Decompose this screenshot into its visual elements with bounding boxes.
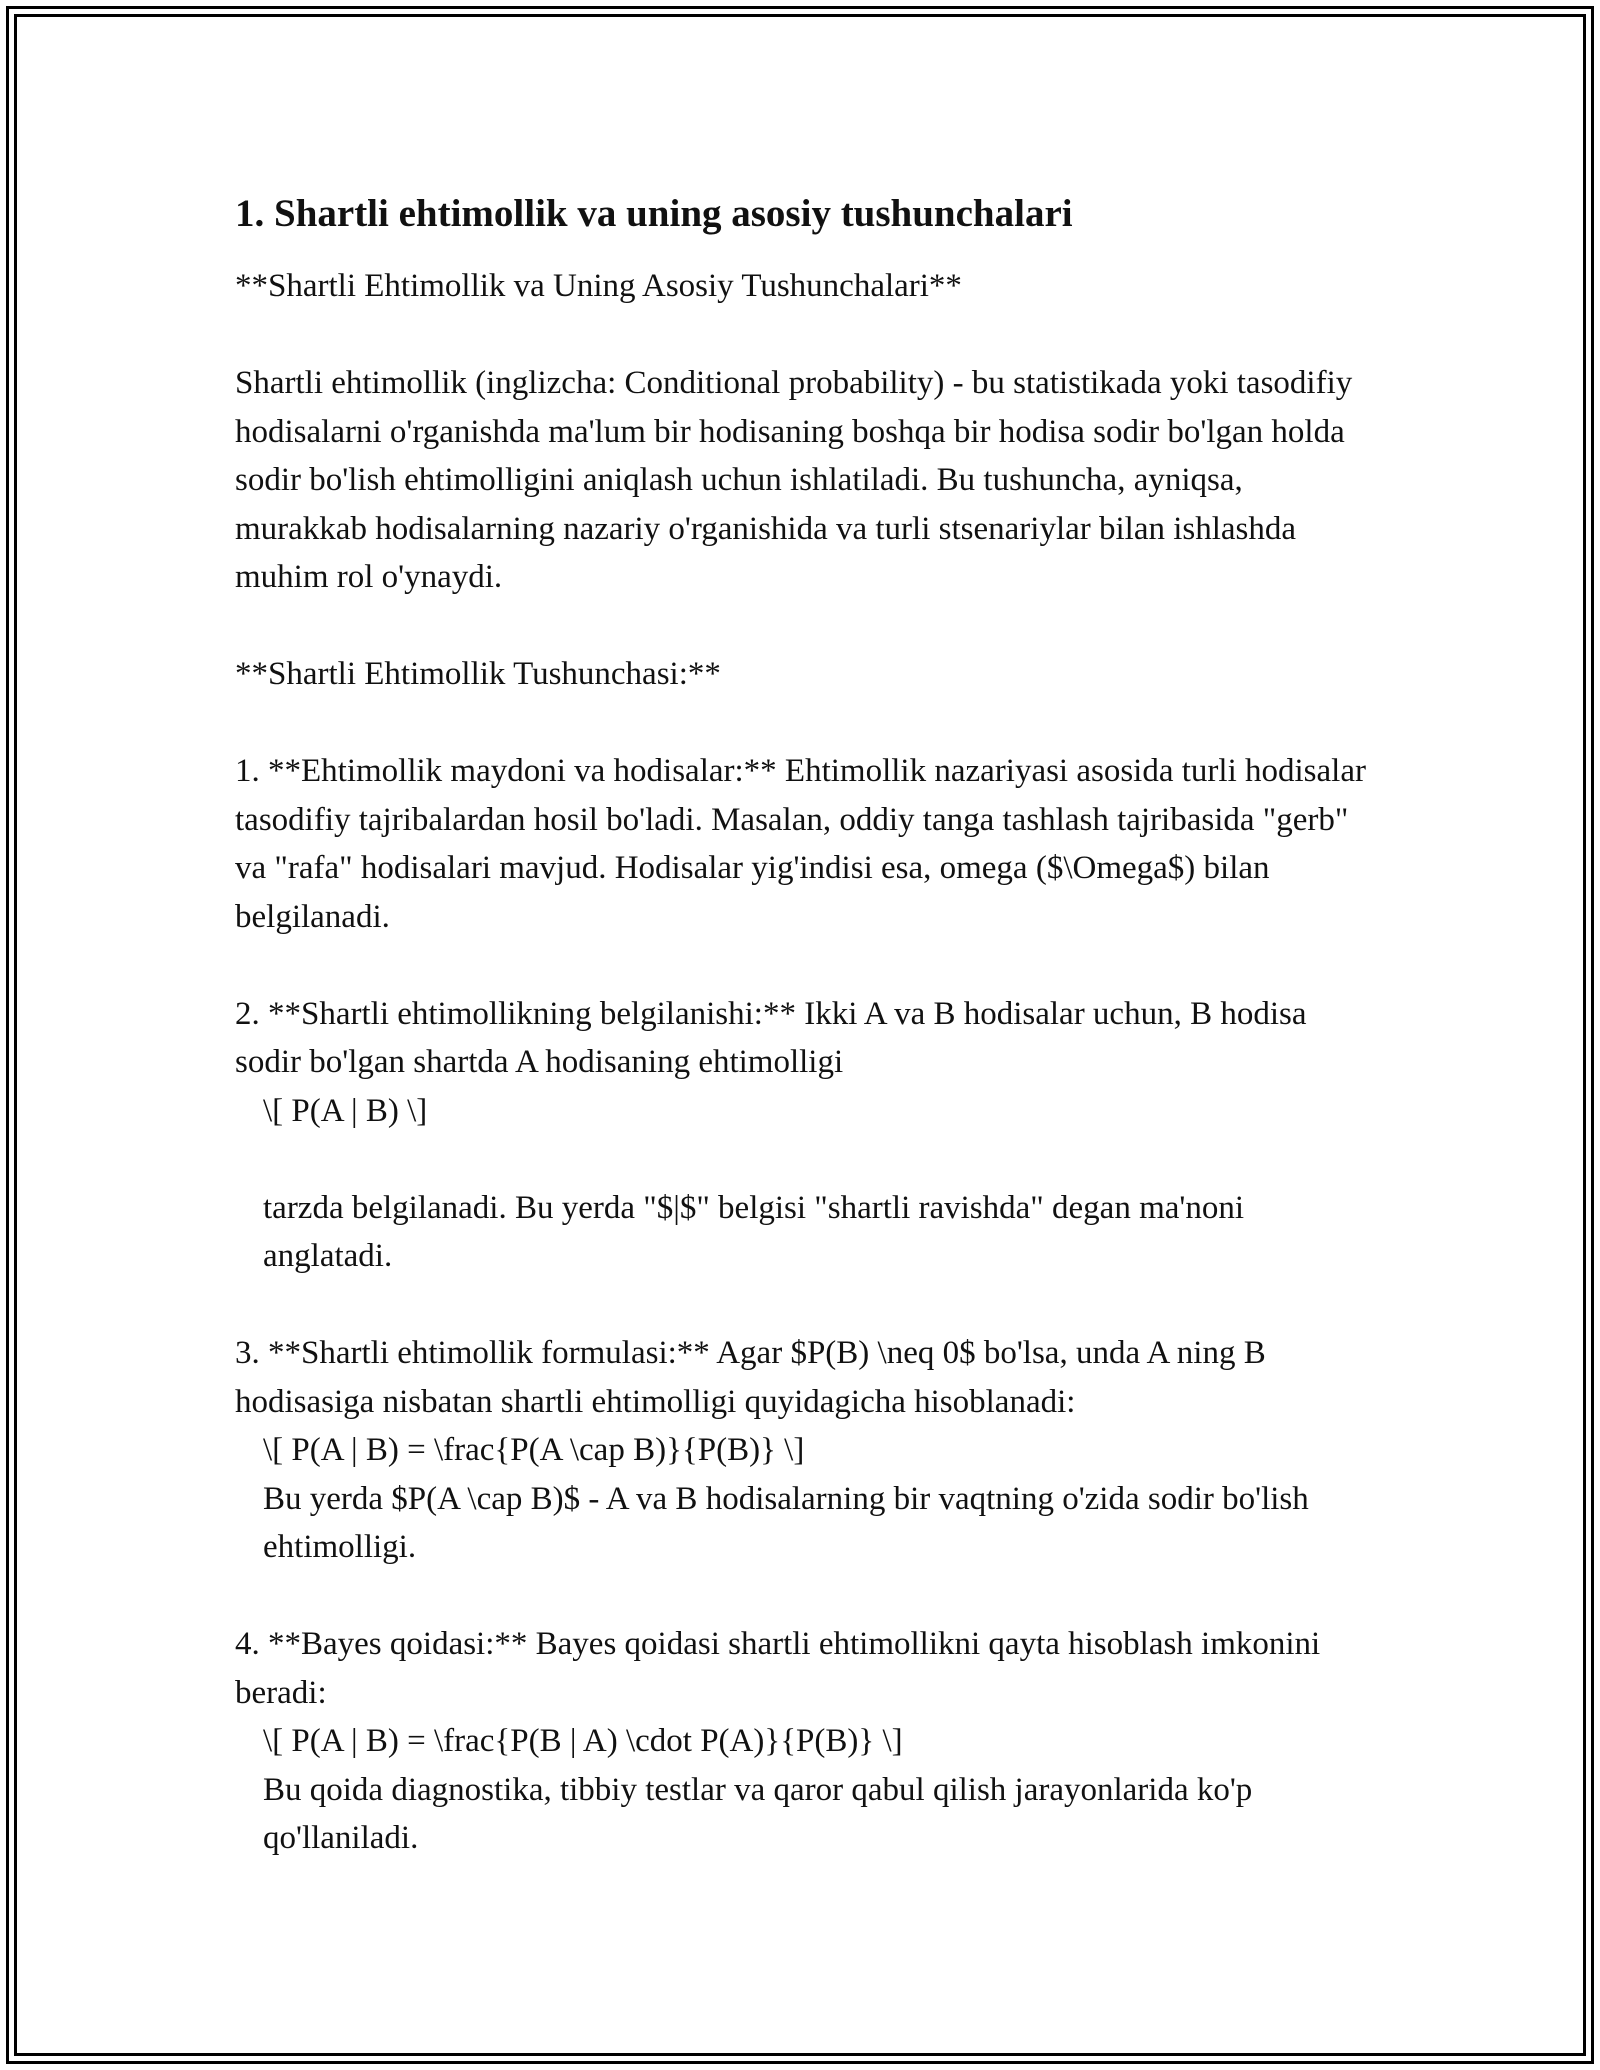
list-item-4-text: 4. **Bayes qoidasi:** Bayes qoidasi shartli ehtimollikni qayta hisoblash imkonini beradi: <box>235 1626 1321 1711</box>
list-item-3-formula: \[ P(A | B) = \frac{P(A \cap B)}{P(B)} \] <box>263 1432 805 1468</box>
spacer <box>235 1572 1375 1621</box>
spacer <box>235 941 1375 990</box>
list-item-1-text: 1. **Ehtimollik maydoni va hodisalar:** Ehtimollik nazariyasi asosida turli hodisalar tasodifiy tajribalardan hosil bo'ladi. Masalan, oddiy tanga tashlash tajribasida "gerb" va "rafa" hodisalari mavjud. Hodisalar yig'indisi esa, omega ($\Omega$) bilan belgilanadi. <box>235 753 1366 935</box>
list-item-2-formula: \[ P(A | B) \] <box>263 1092 428 1129</box>
list-item-2-after: tarzda belgilanadi. Bu yerda "$|$" belgisi "shartli ravishda" degan ma'noni anglatadi. <box>263 1189 1244 1274</box>
spacer <box>235 602 1375 651</box>
page-title: 1. Shartli ehtimollik va uning asosiy tushunchalari <box>235 192 1073 235</box>
spacer <box>235 699 1375 748</box>
list-item-2-text: 2. **Shartli ehtimollikning belgilanishi:** Ikki A va B hodisalar uchun, B hodisa sodir bo'lgan shartda A hodisaning ehtimolligi <box>235 995 1307 1080</box>
list-item-4-after: Bu qoida diagnostika, tibbiy testlar va qaror qabul qilish jarayonlarida ko'p qo'llaniladi. <box>263 1771 1253 1856</box>
list-item-4-formula: \[ P(A | B) = \frac{P(B | A) \cdot P(A)}{P(B)} \] <box>263 1723 903 1759</box>
intro-paragraph: Shartli ehtimollik (inglizcha: Conditional probability) - bu statistikada yoki tasodifiy hodisalarni o'rganishda ma'lum bir hodisaning boshqa bir hodisa sodir bo'lgan holda sodir bo'lish ehtimolligini aniqlash uchun ishlatiladi. Bu tushuncha, ayniqsa, murakkab hodisalarning nazariy o'rganishida va turli stsenariylar bilan ishlashda muhim rol o'ynaydi. <box>235 365 1353 595</box>
document-body <box>235 186 1375 1863</box>
section-title: **Shartli Ehtimollik Tushunchasi:** <box>235 656 721 692</box>
list-item-3-text: 3. **Shartli ehtimollik formulasi:** Agar $P(B) \neq 0$ bo'lsa, unda A ning B hodisasiga nisbatan shartli ehtimolligi quyidagicha hisoblanadi: <box>235 1335 1266 1420</box>
document-subtitle: **Shartli Ehtimollik va Uning Asosiy Tushunchalari** <box>235 268 962 304</box>
spacer <box>235 311 1375 360</box>
spacer <box>235 1135 1375 1184</box>
spacer <box>235 1281 1375 1330</box>
list-item-3-after: Bu yerda $P(A \cap B)$ - A va B hodisalarning bir vaqtning o'zida sodir bo'lish ehtimolligi. <box>263 1480 1309 1565</box>
